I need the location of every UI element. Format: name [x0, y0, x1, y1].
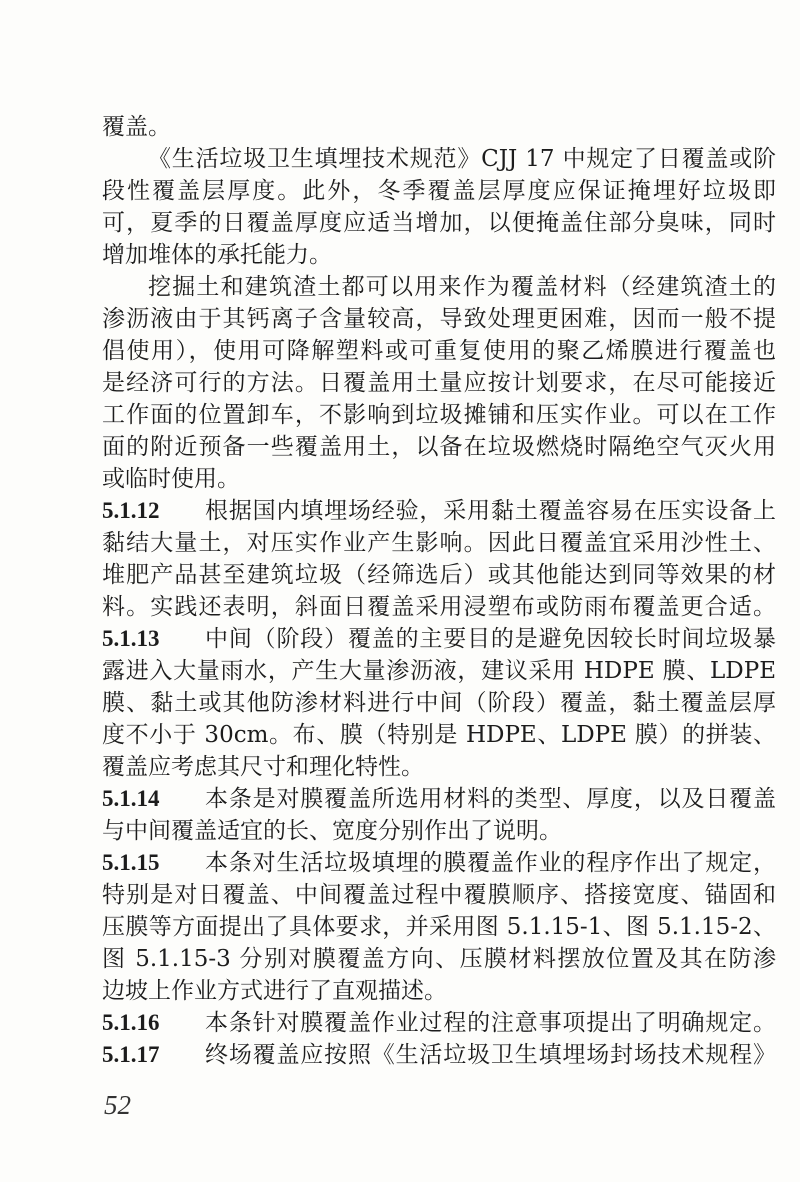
text-line [102, 719, 776, 751]
text-line [102, 271, 776, 303]
line-text: 可，夏季的日覆盖厚度应适当增加，以便掩盖住部分臭味，同时 [102, 210, 776, 236]
line-text: 工作面的位置卸车，不影响到垃圾摊铺和压实作业。可以在工作 [102, 402, 776, 428]
text-line [102, 879, 776, 911]
clause-number: 5.1.14 [102, 786, 160, 811]
text-line [102, 911, 776, 943]
line-text: 面的附近预备一些覆盖用土，以备在垃圾燃烧时隔绝空气灭火用 [102, 434, 776, 460]
clause-line [102, 623, 776, 655]
line-text: 本条针对膜覆盖作业过程的注意事项提出了明确规定。 [205, 1010, 776, 1036]
line-text: 料。实践还表明，斜面日覆盖采用浸塑布或防雨布覆盖更合适。 [102, 594, 776, 620]
line-text: 黏结大量土，对压实作业产生影响。因此日覆盖宜采用沙性土、 [102, 530, 776, 556]
text-line [102, 815, 776, 847]
line-text: 覆盖应考虑其尺寸和理化特性。 [102, 754, 424, 780]
line-text: 特别是对日覆盖、中间覆盖过程中覆膜顺序、搭接宽度、锚固和 [102, 882, 776, 908]
line-text: 挖掘土和建筑渣土都可以用来作为覆盖材料（经建筑渣土的 [148, 274, 776, 300]
text-line [102, 687, 776, 719]
line-text: 中间（阶段）覆盖的主要目的是避免因较长时间垃圾暴 [205, 626, 776, 652]
text-line [102, 111, 776, 143]
text-line [102, 143, 776, 175]
line-text: 本条对生活垃圾填埋的膜覆盖作业的程序作出了规定， [205, 850, 776, 876]
text-line [102, 975, 776, 1007]
line-text: 增加堆体的承托能力。 [102, 242, 332, 268]
line-text: 图 5.1.15-3 分别对膜覆盖方向、压膜材料摆放位置及其在防渗 [102, 946, 776, 972]
page-body-text [102, 111, 776, 1071]
line-text: 膜、黏土或其他防渗材料进行中间（阶段）覆盖，黏土覆盖层厚 [102, 690, 776, 716]
text-line [102, 399, 776, 431]
line-text: 露进入大量雨水，产生大量渗沥液，建议采用 HDPE 膜、LDPE [102, 658, 776, 684]
text-line [102, 591, 776, 623]
line-text: 段性覆盖层厚度。此外，冬季覆盖层厚度应保证掩埋好垃圾即 [102, 178, 776, 204]
clause-number: 5.1.12 [102, 498, 160, 523]
clause-line [102, 1039, 776, 1071]
line-text: 度不小于 30cm。布、膜（特别是 HDPE、LDPE 膜）的拼装、 [102, 722, 776, 748]
line-text: 边坡上作业方式进行了直观描述。 [102, 978, 447, 1004]
text-line [102, 559, 776, 591]
line-text: 本条是对膜覆盖所选用材料的类型、厚度，以及日覆盖 [205, 786, 776, 812]
clause-number: 5.1.16 [102, 1010, 160, 1035]
line-text: 渗沥液由于其钙离子含量较高，导致处理更困难，因而一般不提 [102, 306, 776, 332]
line-text: 覆盖。 [102, 114, 171, 140]
clause-number: 5.1.13 [102, 626, 160, 651]
line-text: 终场覆盖应按照《生活垃圾卫生填埋场封场技术规程》 [205, 1042, 776, 1068]
clause-line [102, 783, 776, 815]
text-line [102, 463, 776, 495]
clause-number: 5.1.15 [102, 850, 160, 875]
clause-number: 5.1.17 [102, 1042, 160, 1067]
line-text: 倡使用），使用可降解塑料或可重复使用的聚乙烯膜进行覆盖也 [102, 338, 776, 364]
page-number: 52 [104, 1090, 131, 1120]
text-line [102, 943, 776, 975]
text-line [102, 751, 776, 783]
line-text: 堆肥产品甚至建筑垃圾（经筛选后）或其他能达到同等效果的材 [102, 562, 776, 588]
text-line [102, 303, 776, 335]
text-line [102, 175, 776, 207]
text-line [102, 239, 776, 271]
line-text: 与中间覆盖适宜的长、宽度分别作出了说明。 [102, 818, 562, 844]
text-line [102, 527, 776, 559]
text-line [102, 335, 776, 367]
line-text: 或临时使用。 [102, 466, 240, 492]
text-line [102, 207, 776, 239]
clause-line [102, 495, 776, 527]
clause-line [102, 847, 776, 879]
line-text: 是经济可行的方法。日覆盖用土量应按计划要求，在尽可能接近 [102, 370, 776, 396]
line-text: 《生活垃圾卫生填埋技术规范》CJJ 17 中规定了日覆盖或阶 [148, 146, 776, 172]
text-line [102, 367, 776, 399]
line-text: 压膜等方面提出了具体要求，并采用图 5.1.15-1、图 5.1.15-2、 [102, 914, 776, 940]
line-text: 根据国内填埋场经验，采用黏土覆盖容易在压实设备上 [205, 498, 776, 524]
text-line [102, 431, 776, 463]
clause-line [102, 1007, 776, 1039]
text-line [102, 655, 776, 687]
